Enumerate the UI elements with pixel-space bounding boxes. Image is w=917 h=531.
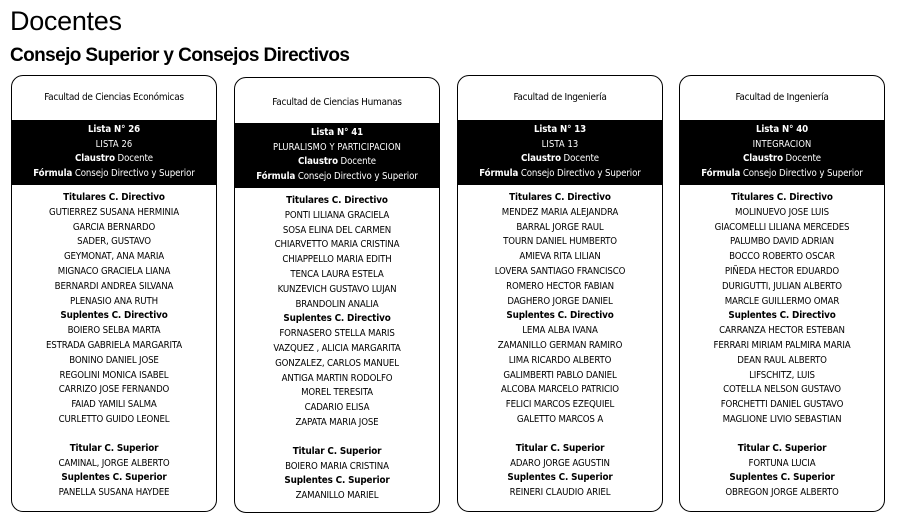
- section-heading-suplentes-superior: Suplentes C. Superior: [729, 472, 835, 484]
- candidate-name: DAGHERO JORGE DANIEL: [507, 295, 613, 307]
- section-heading-titular-superior: Titular C. Superior: [69, 442, 159, 454]
- candidate-name: GIACOMELLI LILIANA MERCEDES: [714, 221, 850, 233]
- claustro-value: Docente: [785, 153, 821, 164]
- candidate-name: DEAN RAUL ALBERTO: [737, 354, 827, 366]
- section-gap: [680, 428, 884, 442]
- candidate-name: LIFSCHITZ, LUIS: [749, 369, 815, 381]
- list-number-label: Lista N°: [534, 124, 575, 135]
- page-subtitle: Consejo Superior y Consejos Directivos: [10, 45, 350, 66]
- candidate-name: MOLINUEVO JOSE LUIS: [735, 206, 829, 218]
- section-heading-suplentes-superior: Suplentes C. Superior: [61, 472, 167, 484]
- candidate-name: LEMA ALBA IVANA: [522, 325, 598, 337]
- formula-label: Fórmula: [479, 167, 519, 179]
- candidate-name: GUTIERREZ SUSANA HERMINIA: [49, 206, 179, 218]
- candidate-name: DURIGUTTI, JULIAN ALBERTO: [722, 280, 842, 292]
- section-heading-titulares-directivo: Titulares C. Directivo: [731, 192, 833, 203]
- candidate-name: LOVERA SANTIAGO FRANCISCO: [494, 265, 626, 277]
- section-heading-titular-superior: Titular C. Superior: [292, 445, 382, 457]
- candidate-name: SOSA ELINA DEL CARMEN: [282, 224, 392, 236]
- candidate-name: BERNARDI ANDREA SILVANA: [54, 280, 174, 292]
- candidate-name: BRANDOLIN ANALIA: [295, 298, 379, 310]
- candidate-name: PANELLA SUSANA HAYDEE: [58, 487, 170, 499]
- formula-row: [458, 167, 662, 182]
- faculty-name: Facultad de Ciencias Humanas: [272, 97, 402, 108]
- candidate-name: AMIEVA RITA LILIAN: [519, 251, 601, 263]
- formula-value: Consejo Directivo y Superior: [74, 167, 195, 179]
- candidate-name: BONINO DANIEL JOSE: [69, 354, 159, 366]
- claustro-label: Claustro: [520, 153, 561, 164]
- formula-row: [235, 170, 439, 185]
- list-number: 40: [796, 124, 808, 135]
- formula-value: Consejo Directivo y Superior: [520, 167, 641, 179]
- candidate-name: KUNZEVICH GUSTAVO LUJAN: [277, 283, 397, 295]
- candidate-name: BOIERO MARIA CRISTINA: [285, 460, 389, 472]
- formula-label: Fórmula: [256, 170, 296, 182]
- claustro-row: [458, 152, 662, 167]
- claustro-value: Docente: [117, 153, 153, 164]
- section-heading-suplentes-directivo: Suplentes C. Directivo: [728, 310, 836, 322]
- candidate-name: BOIERO SELBA MARTA: [67, 325, 161, 337]
- claustro-value: Docente: [563, 153, 599, 164]
- faculty-name: Facultad de Ingeniería: [735, 92, 829, 103]
- candidate-name: MOREL TERESITA: [301, 387, 373, 399]
- candidate-name: ADARO JORGE AGUSTIN: [510, 457, 610, 469]
- list-number-row: [680, 123, 884, 138]
- candidate-name: ZAMANILLO GERMAN RAMIRO: [497, 339, 623, 351]
- formula-value: Consejo Directivo y Superior: [742, 167, 863, 179]
- section-gap: [12, 428, 216, 442]
- candidate-name: GALIMBERTI PABLO DANIEL: [503, 369, 617, 381]
- candidate-name: CADARIO ELISA: [304, 402, 370, 414]
- candidate-card: [679, 75, 885, 512]
- candidate-name: ANTIGA MARTIN RODOLFO: [281, 372, 393, 384]
- candidate-name: TOURN DANIEL HUMBERTO: [503, 236, 617, 248]
- list-name: LISTA 26: [95, 138, 133, 150]
- list-name: PLURALISMO Y PARTICIPACION: [272, 141, 402, 153]
- candidate-name: BARRAL JORGE RAUL: [516, 221, 604, 233]
- formula-value: Consejo Directivo y Superior: [297, 170, 418, 182]
- list-name: LISTA 13: [541, 138, 579, 150]
- section-heading-titulares-directivo: Titulares C. Directivo: [286, 195, 388, 206]
- candidate-name: GONZALEZ, CARLOS MANUEL: [275, 357, 399, 369]
- formula-label: Fórmula: [701, 167, 741, 179]
- section-heading-titular-superior: Titular C. Superior: [737, 442, 827, 454]
- claustro-row: [12, 152, 216, 167]
- list-name: INTEGRACION: [752, 138, 812, 150]
- candidate-name: ROMERO HECTOR FABIAN: [506, 280, 614, 292]
- faculty-name: Facultad de Ciencias Económicas: [44, 92, 184, 103]
- candidate-name: VAZQUEZ , ALICIA MARGARITA: [273, 342, 401, 354]
- list-number-label: Lista N°: [311, 127, 352, 138]
- candidate-name: OBREGON JORGE ALBERTO: [725, 487, 839, 499]
- candidate-name: CURLETTO GUIDO LEONEL: [58, 413, 170, 425]
- candidate-name: FERRARI MIRIAM PALMIRA MARIA: [713, 339, 851, 351]
- candidate-name: CAMINAL, JORGE ALBERTO: [58, 457, 170, 469]
- candidate-name: ZAMANILLO MARIEL: [295, 490, 379, 502]
- candidate-name: CARRANZA HECTOR ESTEBAN: [719, 325, 845, 337]
- section-heading-suplentes-directivo: Suplentes C. Directivo: [506, 310, 614, 322]
- candidate-name: SADER, GUSTAVO: [77, 236, 151, 248]
- section-gap: [458, 428, 662, 442]
- section-heading-suplentes-superior: Suplentes C. Superior: [284, 475, 390, 487]
- candidate-card: [457, 75, 663, 512]
- claustro-label: Claustro: [297, 156, 338, 167]
- list-number: 41: [351, 127, 363, 138]
- candidate-name: ESTRADA GABRIELA MARGARITA: [45, 339, 182, 351]
- section-heading-suplentes-directivo: Suplentes C. Directivo: [283, 313, 391, 325]
- claustro-label: Claustro: [74, 153, 115, 164]
- candidate-name: GEYMONAT, ANA MARIA: [64, 251, 164, 263]
- list-banner: [680, 120, 884, 185]
- section-heading-suplentes-directivo: Suplentes C. Directivo: [60, 310, 168, 322]
- candidate-name: BOCCO ROBERTO OSCAR: [729, 251, 835, 263]
- candidate-name: FORCHETTI DANIEL GUSTAVO: [720, 399, 844, 411]
- candidate-name: COTELLA NELSON GUSTAVO: [723, 384, 841, 396]
- candidate-name: MARCLE GUILLERMO OMAR: [724, 295, 840, 307]
- claustro-row: [680, 152, 884, 167]
- candidate-name: PIÑEDA HECTOR EDUARDO: [724, 265, 840, 277]
- section-heading-titular-superior: Titular C. Superior: [515, 442, 605, 454]
- candidate-name: REGOLINI MONICA ISABEL: [59, 369, 169, 381]
- section-heading-titulares-directivo: Titulares C. Directivo: [509, 192, 611, 203]
- list-number-row: [12, 123, 216, 138]
- list-number: 13: [574, 124, 586, 135]
- candidate-list: [458, 185, 662, 501]
- candidate-card: [11, 75, 217, 512]
- candidate-name: MENDEZ MARIA ALEJANDRA: [501, 206, 619, 218]
- list-banner: [12, 120, 216, 185]
- candidate-name: PALUMBO DAVID ADRIAN: [730, 236, 834, 248]
- candidate-list: [12, 185, 216, 501]
- candidate-name: FORTUNA LUCIA: [748, 457, 816, 469]
- candidate-name: ALCOBA MARCELO PATRICIO: [501, 384, 619, 396]
- claustro-value: Docente: [340, 156, 376, 167]
- candidate-name: CHIAPPELLO MARIA EDITH: [282, 254, 392, 266]
- candidate-name: CHIARVETTO MARIA CRISTINA: [274, 239, 400, 251]
- list-number-row: [458, 123, 662, 138]
- candidate-name: MIGNACO GRACIELA LIANA: [57, 265, 171, 277]
- list-banner: [235, 123, 439, 188]
- section-heading-titulares-directivo: Titulares C. Directivo: [63, 192, 165, 203]
- candidate-name: PLENASIO ANA RUTH: [70, 295, 158, 307]
- claustro-label: Claustro: [742, 153, 783, 164]
- claustro-row: [235, 155, 439, 170]
- formula-label: Fórmula: [33, 167, 73, 179]
- page-title: Docentes: [10, 6, 122, 36]
- candidate-name: LIMA RICARDO ALBERTO: [508, 354, 612, 366]
- faculty-name: Facultad de Ingeniería: [513, 92, 607, 103]
- candidate-name: GALETTO MARCOS A: [516, 413, 604, 425]
- candidate-name: GARCIA BERNARDO: [72, 221, 156, 233]
- candidate-name: CARRIZO JOSE FERNANDO: [58, 384, 170, 396]
- candidate-name: ZAPATA MARIA JOSE: [295, 416, 379, 428]
- candidate-name: FAIAD YAMILI SALMA: [71, 399, 157, 411]
- formula-row: [12, 167, 216, 182]
- candidate-list: [680, 185, 884, 501]
- candidate-name: PONTI LILIANA GRACIELA: [284, 209, 390, 221]
- candidate-name: MAGLIONE LIVIO SEBASTIAN: [722, 413, 842, 425]
- section-gap: [235, 431, 439, 445]
- candidate-name: REINERI CLAUDIO ARIEL: [509, 487, 611, 499]
- list-banner: [458, 120, 662, 185]
- section-heading-suplentes-superior: Suplentes C. Superior: [507, 472, 613, 484]
- candidate-name: TENCA LAURA ESTELA: [290, 268, 384, 280]
- candidate-name: FORNASERO STELLA MARIS: [279, 328, 395, 340]
- list-number-row: [235, 126, 439, 141]
- candidate-card: [234, 77, 440, 513]
- list-number-label: Lista N°: [88, 124, 129, 135]
- list-number: 26: [128, 124, 140, 135]
- candidate-list: [235, 188, 439, 504]
- list-number-label: Lista N°: [756, 124, 797, 135]
- candidate-name: FELICI MARCOS EZEQUIEL: [505, 399, 615, 411]
- formula-row: [680, 167, 884, 182]
